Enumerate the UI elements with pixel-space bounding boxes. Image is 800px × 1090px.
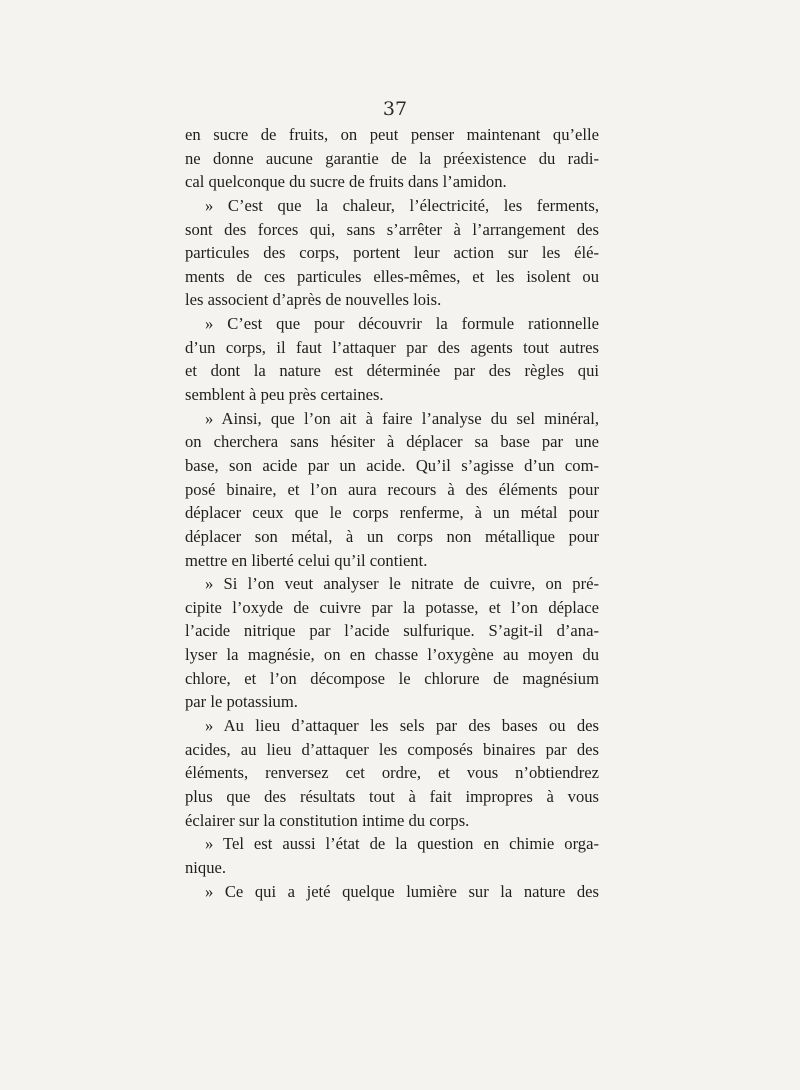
text-line: plus que des résultats tout à fait impropres à vous (185, 786, 599, 806)
text-line: l’acide nitrique par l’acide sulfurique. S’agit-il d’ana- (185, 621, 599, 641)
text-line: éclairer sur la constitution intime du corps. (185, 810, 470, 830)
body-text (185, 123, 599, 903)
text-line: nique. (185, 857, 227, 877)
text-line: par le potassium. (185, 692, 298, 712)
text-line: ne donne aucune garantie de la préexistence du radi- (185, 148, 599, 168)
text-line: » Tel est aussi l’état de la question en chimie orga- (205, 834, 599, 854)
text-line: posé binaire, et l’on aura recours à des éléments pour (185, 479, 599, 499)
text-line: cipite l’oxyde de cuivre par la potasse, et l’on déplace (185, 597, 599, 617)
text-line: éléments, renversez cet ordre, et vous n’obtiendrez (185, 763, 599, 783)
text-line: semblent à peu près certaines. (185, 385, 384, 405)
text-line: et dont la nature est déterminée par des règles qui (185, 361, 599, 381)
text-line: déplacer son métal, à un corps non métallique pour (185, 526, 599, 546)
text-line: ments de ces particules elles-mêmes, et les isolent ou (185, 266, 599, 286)
text-line: on cherchera sans hésiter à déplacer sa base par une (185, 432, 599, 452)
text-line: sont des forces qui, sans s’arrêter à l’arrangement des (185, 219, 599, 239)
text-line: base, son acide par un acide. Qu’il s’agisse d’un com- (185, 455, 599, 475)
text-line: les associent d’après de nouvelles lois. (185, 290, 442, 310)
text-line: lyser la magnésie, on en chasse l’oxygène au moyen du (185, 645, 599, 665)
text-line: en sucre de fruits, on peut penser maintenant qu’elle (185, 125, 599, 144)
text-line: chlore, et l’on décompose le chlorure de magnésium (185, 668, 599, 688)
text-line: » C’est que pour découvrir la formule rationnelle (205, 314, 599, 334)
text-line: » Au lieu d’attaquer les sels par des bases ou des (205, 716, 599, 736)
text-line: » Ainsi, que l’on ait à faire l’analyse du sel minéral, (205, 408, 599, 428)
text-line: » Si l’on veut analyser le nitrate de cuivre, on pré- (205, 574, 599, 594)
text-line: » Ce qui a jeté quelque lumière sur la nature des (205, 881, 599, 901)
text-line: particules des corps, portent leur action sur les élé- (185, 243, 599, 263)
page-number: 37 (382, 98, 408, 120)
text-line: » C’est que la chaleur, l’électricité, les ferments, (205, 195, 599, 215)
text-line: déplacer ceux que le corps renferme, à un métal pour (185, 503, 599, 523)
text-line: cal quelconque du sucre de fruits dans l’amidon. (185, 172, 507, 192)
text-line: d’un corps, il faut l’attaquer par des agents tout autres (185, 337, 599, 357)
text-line: mettre en liberté celui qu’il contient. (185, 550, 428, 570)
text-line: acides, au lieu d’attaquer les composés binaires par des (185, 739, 599, 759)
